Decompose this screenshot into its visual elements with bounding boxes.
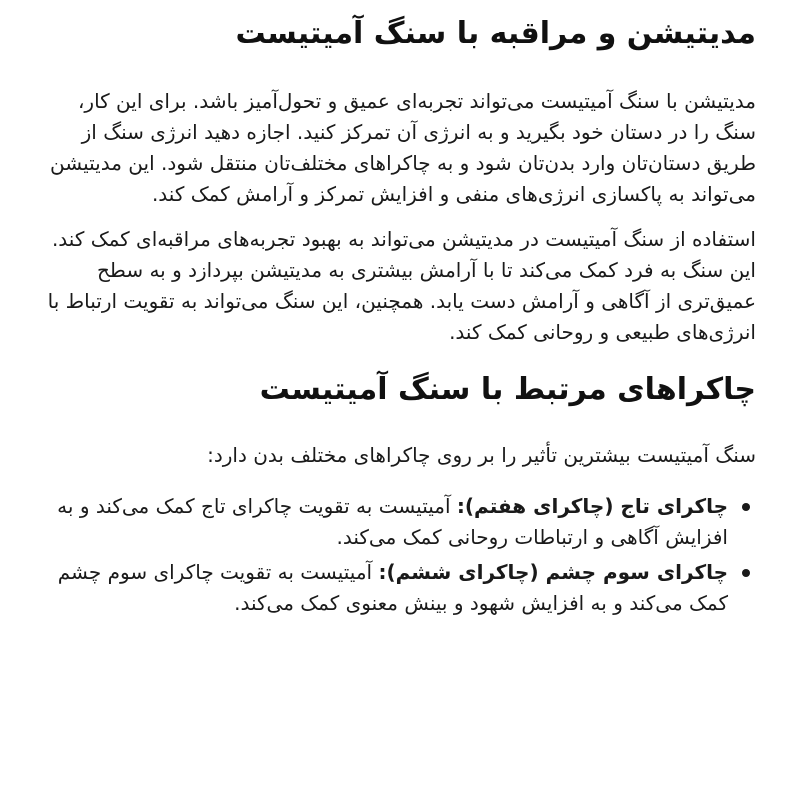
list-item (44, 491, 728, 553)
bullet-icon (742, 503, 750, 511)
list-item-title: چاکرای تاج (چاکرای هفتم): (456, 494, 728, 518)
bullet-icon (742, 569, 750, 577)
paragraph-chakras-intro: سنگ آمیتیست بیشترین تأثیر را بر روی چاکراهای مختلف بدن دارد: (207, 443, 756, 467)
list-item-title: چاکرای سوم چشم (چاکرای ششم): (378, 560, 728, 584)
section-heading-chakras: چاکراهای مرتبط با سنگ آمیتیست (259, 372, 756, 407)
list-item-text: آمیتیست به تقویت چاکرای تاج کمک می‌کند و به افزایش آگاهی و ارتباطات روحانی کمک می‌کند. (57, 494, 728, 549)
chakra-list (44, 491, 756, 619)
paragraph-meditation-intro: مدیتیشن با سنگ آمیتیست می‌تواند تجربه‌ای عمیق و تحول‌آمیز باشد. برای این کار، سنگ را در دستان خود بگیرید و به انرژی آن تمرکز کنید. اجازه دهید انرژی سنگ از طریق دستان‌تان وارد بدن‌تان شود و به چاکراهای مختلف‌تان منتقل شود. این مدیتیشن می‌تواند به پاکسازی انرژی‌های منفی و افزایش تمرکز و آرامش کمک کند. (50, 89, 756, 206)
list-item-text: آمیتیست به تقویت چاکرای سوم چشم کمک می‌کند و به افزایش شهود و بینش معنوی کمک می‌کند. (57, 560, 728, 615)
list-item (44, 557, 728, 619)
paragraph-meditation-usage: استفاده از سنگ آمیتیست در مدیتیشن می‌تواند به بهبود تجربه‌های مراقبه‌ای کمک کند. این سنگ به فرد کمک می‌کند تا با آرامش بیشتری به مدیتیشن بپردازد و به سطح عمیق‌تری از آگاهی و آرامش دست یابد. همچنین، این سنگ می‌تواند به تقویت ارتباط با انرژی‌های طبیعی و روحانی کمک کند. (47, 227, 756, 344)
section-heading-meditation: مدیتیشن و مراقبه با سنگ آمیتیست (235, 16, 756, 51)
